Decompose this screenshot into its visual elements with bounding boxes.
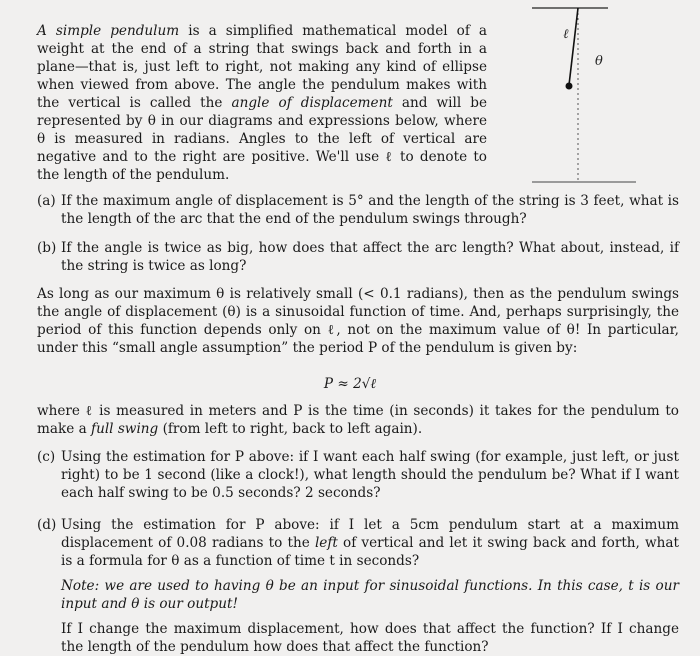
question-c-label: (c) [37, 449, 56, 465]
question-a [37, 192, 679, 228]
question-d-text-1: Using the estimation for P above: if I let a 5cm pendulum start at a maximum displacement of 0.08 radians to the [61, 517, 679, 551]
period-formula-text: P ≈ 2√ℓ [323, 376, 377, 392]
intro-term-2: angle of displacement [231, 95, 393, 111]
question-d-followup: If I change the maximum displacement, how does that affect the function? If I change the length of the pendulum how does that affect the function? [61, 621, 679, 655]
question-d-text [61, 516, 679, 570]
question-c-text: Using the estimation for P above: if I want each half swing (for example, just left, or just right) to be 1 second (like a clock!), what length should the pendulum be? What if I want each half swing to be 0.5 seconds? 2 seconds? [61, 449, 679, 501]
period-formula [0, 375, 700, 393]
length-label: ℓ [563, 27, 569, 42]
question-b-text: If the angle is twice as big, how does that affect the arc length? What about, instead, if the string is twice as long? [61, 240, 679, 274]
where-em: full swing [91, 421, 159, 437]
question-d [37, 516, 679, 656]
question-d-label: (d) [37, 517, 57, 533]
pendulum-diagram [528, 0, 648, 185]
question-b-label: (b) [37, 240, 57, 256]
intro-paragraph [37, 22, 487, 184]
question-d-body [61, 516, 679, 656]
question-a-text: If the maximum angle of displacement is 5° and the length of the string is 3 feet, what is the length of the arc that the end of the pendulum swings through? [61, 193, 679, 227]
question-b [37, 239, 679, 275]
question-a-label: (a) [37, 193, 56, 209]
question-d-em: left [314, 535, 338, 551]
where-text-2: (from left to right, back to left again). [158, 421, 423, 437]
question-d-text-2: of vertical and let it swing back and forth, what is a formula for θ as a function of time t in seconds? [61, 535, 679, 569]
intro-text-1: is a simplified mathematical model of a weight at the end of a string that swings back and forth in a plane—that is, just left to right, not making any kind of ellipse when viewed from above. The angle the pendulum makes with the vertical is called the [37, 23, 488, 111]
angle-label: θ [595, 54, 603, 69]
pendulum-string [569, 8, 578, 85]
intro-text-2: and will be represented by θ in our diagrams and expressions below, where θ is measured in radians. Angles to the left of vertical are negative and to the right are positive. We'll use ℓ to denote to the length of the pendulum. [37, 95, 488, 183]
where-paragraph [37, 402, 679, 438]
question-d-note: Note: we are used to having θ be an input for sinusoidal functions. In this case, t is our input and θ is our output! [61, 578, 679, 612]
where-text-1: where ℓ is measured in meters and P is the time (in seconds) it takes for the pendulum to make a [37, 403, 679, 437]
pendulum-svg [528, 0, 648, 185]
pendulum-bob [566, 83, 573, 90]
question-c [37, 448, 679, 502]
intro-term: A simple pendulum [37, 23, 180, 39]
small-angle-paragraph: As long as our maximum θ is relatively small (< 0.1 radians), then as the pendulum swings the angle of displacement (θ) is a sinusoidal function of time. And, perhaps surprisingly, the period of this function depends only on ℓ, not on the maximum value of θ! In particular, under this “small angle assumption” the period P of the pendulum is given by: [37, 286, 679, 356]
